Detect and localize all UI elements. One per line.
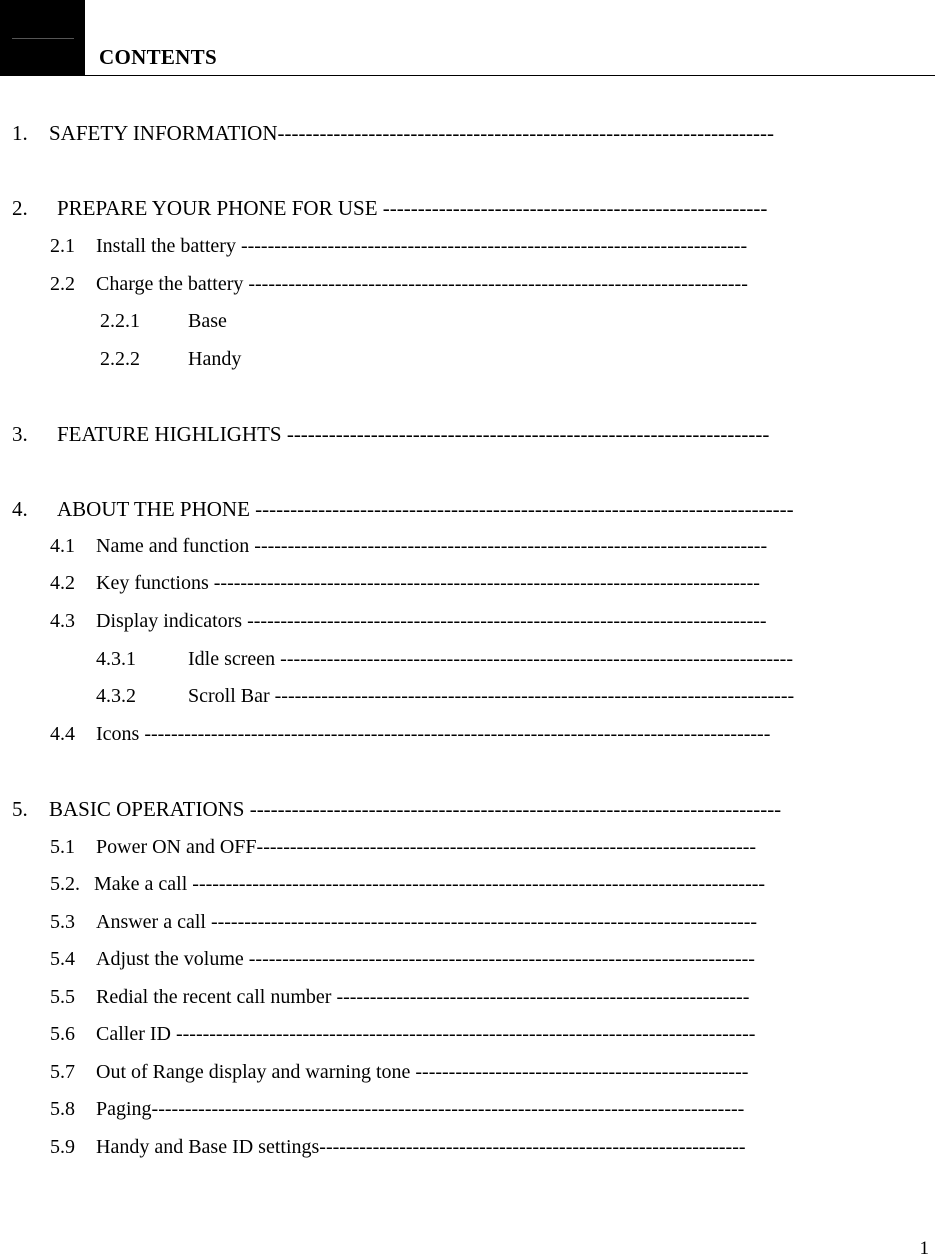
toc-text: Handy: [188, 348, 242, 370]
toc-number: 4.4: [50, 723, 75, 745]
toc-text: Display indicators ------------------------------------------------------------------------------: [96, 610, 767, 632]
toc-text: Key functions ----------------------------------------------------------------------------------: [96, 572, 760, 594]
toc-number: 2.1: [50, 235, 75, 257]
toc-entry-2-2-2[interactable]: [100, 347, 400, 371]
toc-text: Redial the recent call number --------------------------------------------------------------: [96, 986, 750, 1008]
toc-text: Icons ----------------------------------------------------------------------------------------------: [96, 723, 771, 745]
toc-entry-5-1[interactable]: [50, 835, 926, 859]
toc-entry-4-3-1[interactable]: [96, 647, 924, 671]
toc-entry-4-3[interactable]: [50, 609, 924, 633]
toc-entry-3[interactable]: [12, 422, 914, 446]
toc-number: 4.3.1: [96, 648, 136, 670]
toc-number: 4.3: [50, 610, 75, 632]
toc-entry-4[interactable]: [12, 497, 916, 521]
toc-text: Name and function -----------------------------------------------------------------------------: [96, 535, 768, 557]
toc-number: 3.: [12, 422, 28, 446]
toc-text: Charge the battery ---------------------------------------------------------------------------: [96, 273, 748, 295]
toc-number: 5.: [12, 797, 28, 821]
header-block-line: [12, 38, 74, 39]
toc-entry-1[interactable]: [12, 121, 917, 145]
toc-text: Adjust the volume ----------------------------------------------------------------------------: [96, 948, 755, 970]
toc-number: 2.: [12, 196, 28, 220]
toc-text: FEATURE HIGHLIGHTS ---------------------------------------------------------------------: [57, 422, 770, 446]
toc-number: 2.2.2: [100, 348, 140, 370]
toc-number: 4.2: [50, 572, 75, 594]
toc-number: 5.4: [50, 948, 75, 970]
toc-entry-4-4[interactable]: [50, 722, 921, 746]
toc-text: Install the battery ----------------------------------------------------------------------------: [96, 235, 748, 257]
toc-entry-4-3-2[interactable]: [96, 684, 926, 708]
toc-number: 5.8: [50, 1098, 75, 1120]
page-number: 1: [919, 1238, 929, 1259]
toc-entry-5-8[interactable]: [50, 1097, 921, 1121]
toc-number: 4.: [12, 497, 28, 521]
toc-number: 5.1: [50, 836, 75, 858]
toc-entry-5-2[interactable]: [50, 872, 931, 896]
toc-text: Paging-----------------------------------------------------------------------------------------: [96, 1098, 745, 1120]
toc-entry-5-4[interactable]: [50, 947, 924, 971]
toc-entry-5-7[interactable]: [50, 1060, 916, 1084]
toc-number: 5.7: [50, 1061, 75, 1083]
toc-text: BASIC OPERATIONS ----------------------------------------------------------------------------: [49, 797, 782, 821]
page-title: CONTENTS: [99, 45, 217, 69]
toc-text: Caller ID ---------------------------------------------------------------------------------------: [96, 1023, 756, 1045]
toc-number: 4.1: [50, 535, 75, 557]
toc-entry-2-2[interactable]: [50, 272, 910, 296]
toc-text: Scroll Bar ------------------------------------------------------------------------------: [188, 685, 795, 707]
toc-text: Answer a call ----------------------------------------------------------------------------------: [96, 911, 758, 933]
toc-entry-2-2-1[interactable]: [100, 309, 400, 333]
toc-text: Out of Range display and warning tone --------------------------------------------------: [96, 1061, 749, 1083]
toc-entry-5[interactable]: [12, 797, 922, 821]
toc-text: Power ON and OFF---------------------------------------------------------------------------: [96, 836, 757, 858]
toc-entry-5-6[interactable]: [50, 1022, 925, 1046]
toc-entry-2[interactable]: [12, 196, 912, 220]
toc-number: 2.2.1: [100, 310, 140, 332]
toc-text: SAFETY INFORMATION-----------------------------------------------------------------------: [49, 121, 775, 145]
toc-number: 4.3.2: [96, 685, 136, 707]
toc-text: Handy and Base ID settings----------------------------------------------------------------: [96, 1136, 746, 1158]
toc-number: 5.5: [50, 986, 75, 1008]
toc-text: Make a call --------------------------------------------------------------------------------------: [94, 873, 766, 895]
toc-number: 2.2: [50, 273, 75, 295]
toc-text: PREPARE YOUR PHONE FOR USE -------------------------------------------------------: [57, 196, 768, 220]
toc-entry-4-1[interactable]: [50, 534, 916, 558]
toc-entry-2-1[interactable]: [50, 234, 910, 258]
toc-entry-5-3[interactable]: [50, 910, 928, 934]
toc-entry-5-9[interactable]: [50, 1135, 921, 1159]
toc-number: 5.2.: [50, 873, 80, 895]
toc-number: 1.: [12, 121, 28, 145]
toc-number: 5.6: [50, 1023, 75, 1045]
toc-text: Base: [188, 310, 227, 332]
toc-text: ABOUT THE PHONE -----------------------------------------------------------------------------: [57, 497, 794, 521]
toc-text: Idle screen -----------------------------------------------------------------------------: [188, 648, 793, 670]
header-black-block: [0, 0, 85, 76]
toc-entry-5-5[interactable]: [50, 985, 926, 1009]
toc-number: 5.9: [50, 1136, 75, 1158]
header-rule: [85, 75, 935, 76]
toc-number: 5.3: [50, 911, 75, 933]
toc-entry-4-2[interactable]: [50, 571, 924, 595]
